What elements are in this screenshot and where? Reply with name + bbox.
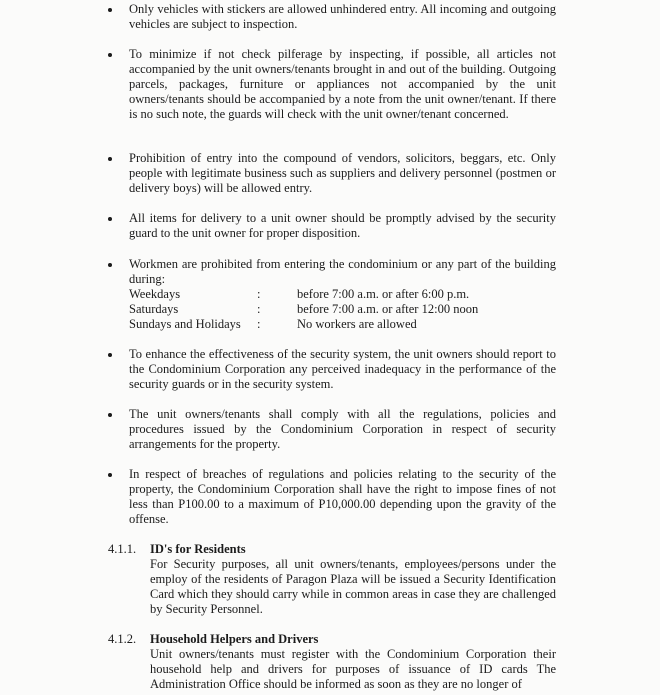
bullet-item bbox=[108, 467, 556, 527]
schedule-sep: : bbox=[257, 317, 261, 331]
section-number: 4.1.2. bbox=[108, 632, 137, 646]
bullet-item bbox=[108, 347, 556, 392]
section-body: For Security purposes, all unit owners/tenants, employees/persons under the employ of the residents of Paragon Plaza will be issued a Security Identification Card which they should carry while in common areas in case they are challenged by Security Personnel. bbox=[150, 557, 556, 616]
schedule-day: Sundays and Holidays bbox=[129, 317, 241, 331]
section-4-1-1 bbox=[108, 542, 556, 617]
bullet-text: All items for delivery to a unit owner should be promptly advised by the security guard to the unit owner for proper disposition. bbox=[129, 211, 556, 240]
bullet-item bbox=[108, 151, 556, 196]
section-4-1-2 bbox=[108, 632, 556, 692]
bullet-text: The unit owners/tenants shall comply with all the regulations, policies and procedures issued by the Condominium Corporation in respect of security arrangements for the property. bbox=[129, 407, 556, 451]
bullet-item bbox=[108, 211, 556, 241]
bullet-text: Only vehicles with stickers are allowed unhindered entry. All incoming and outgoing vehicles are subject to inspection. bbox=[129, 2, 556, 31]
bullet-item bbox=[108, 47, 556, 122]
schedule-time: No workers are allowed bbox=[297, 317, 417, 331]
bullet-dot bbox=[108, 217, 112, 221]
bullet-text: Prohibition of entry into the compound of vendors, solicitors, beggars, etc. Only people with legitimate business such as suppliers and delivery personnel (postmen or delivery boys) will be allowed entry. bbox=[129, 151, 556, 195]
bullet-text: To minimize if not check pilferage by inspecting, if possible, all articles not accompanied by the unit owners/tenants brought in and out of the building. Outgoing parcels, packages, furniture or appliances not accompanied by the unit owners/tenants should be accompanied by a note from the unit owner/tenant. If there is no such note, the guards will check with the unit owner/tenant concerned. bbox=[129, 47, 556, 121]
section-heading: Household Helpers and Drivers bbox=[150, 632, 319, 646]
section-body: Unit owners/tenants must register with the Condominium Corporation their household help and drivers for purposes of issuance of ID cards The Administration Office should be informed as soon as they are no longer of bbox=[150, 647, 556, 691]
schedule-day: Saturdays bbox=[129, 302, 179, 316]
bullet-dot bbox=[108, 53, 112, 57]
bullet-text: In respect of breaches of regulations and policies relating to the security of the property, the Condominium Corporation shall have the right to impose fines of not less than P100.00 to a maximum of P10,000.00 depending upon the gravity of the offense. bbox=[129, 467, 556, 526]
schedule-sep: : bbox=[257, 287, 261, 301]
bullet-text: To enhance the effectiveness of the security system, the unit owners should report to the Condominium Corporation any perceived inadequacy in the performance of the security guards or in the security system. bbox=[129, 347, 556, 391]
schedule-row bbox=[129, 317, 556, 332]
schedule-time: before 7:00 a.m. or after 6:00 p.m. bbox=[297, 287, 470, 301]
schedule-table bbox=[129, 287, 556, 332]
bullet-dot bbox=[108, 8, 112, 12]
section-number: 4.1.1. bbox=[108, 542, 137, 556]
bullet-dot bbox=[108, 263, 112, 267]
schedule-row bbox=[129, 302, 556, 317]
schedule-time: before 7:00 a.m. or after 12:00 noon bbox=[297, 302, 479, 316]
bullet-text: Workmen are prohibited from entering the condominium or any part of the building during: bbox=[129, 257, 556, 286]
bullet-dot bbox=[108, 353, 112, 357]
bullet-item bbox=[108, 257, 556, 332]
bullet-dot bbox=[108, 157, 112, 161]
schedule-sep: : bbox=[257, 302, 261, 316]
bullet-dot bbox=[108, 413, 112, 417]
schedule-row bbox=[129, 287, 556, 302]
section-heading: ID's for Residents bbox=[150, 542, 246, 556]
schedule-day: Weekdays bbox=[129, 287, 181, 301]
bullet-item bbox=[108, 2, 556, 32]
bullet-dot bbox=[108, 473, 112, 477]
bullet-item bbox=[108, 407, 556, 452]
